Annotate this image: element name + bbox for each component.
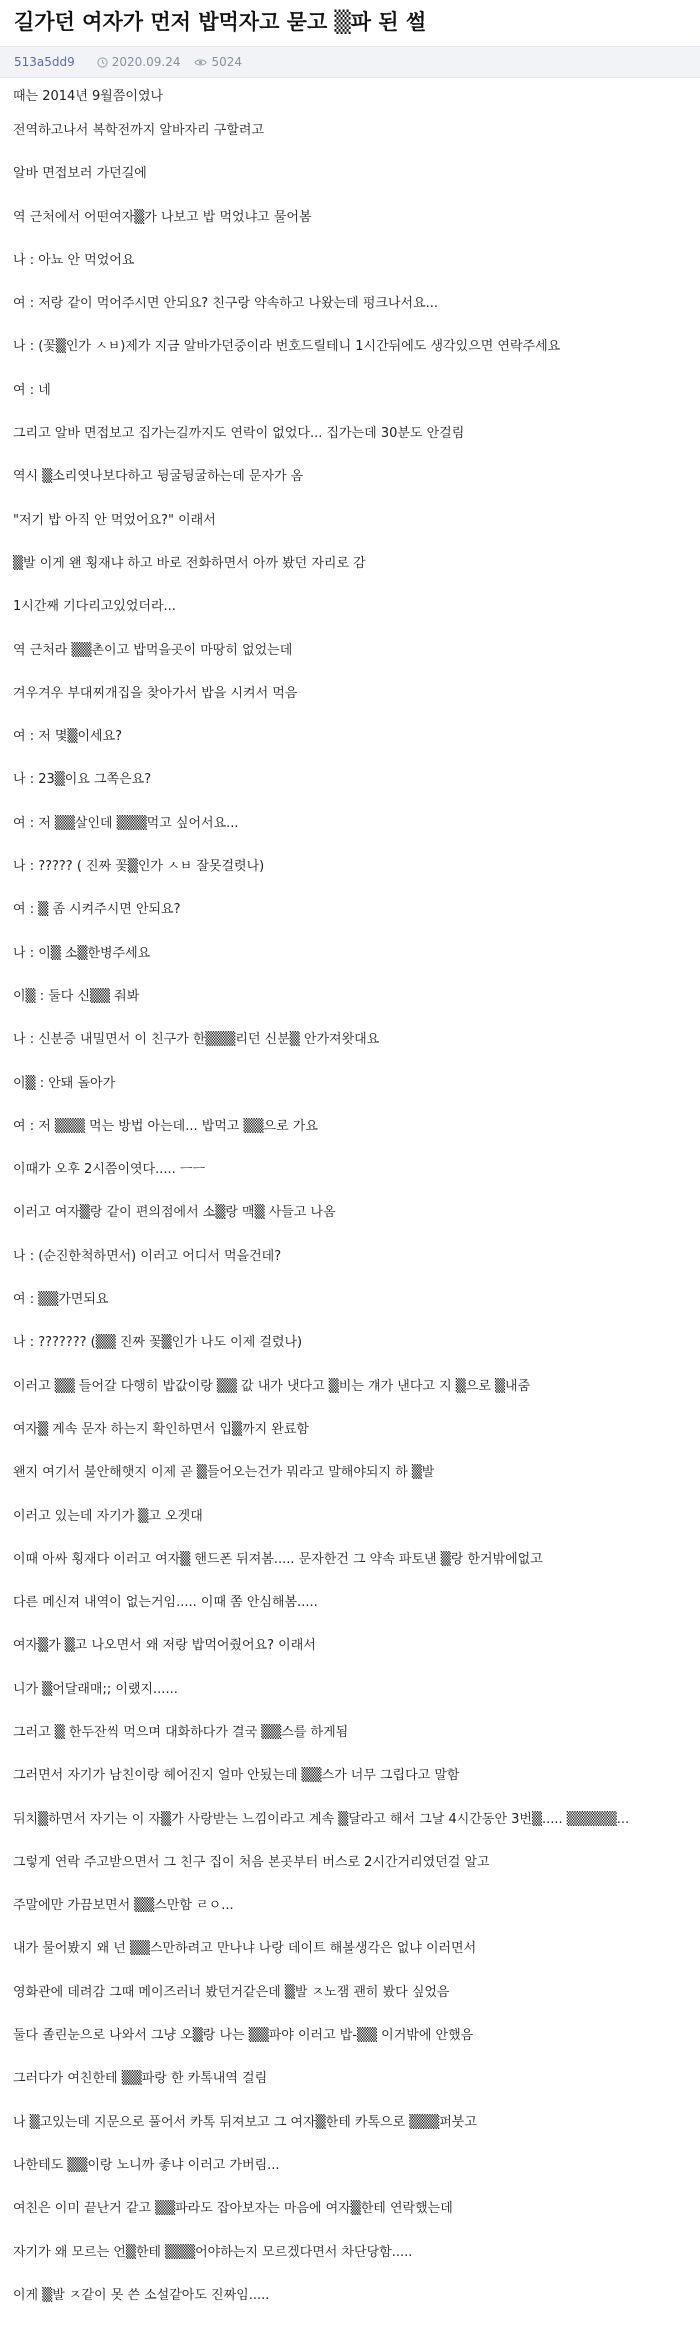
post-body-line: 영화관에 데려감 그때 메이즈러너 봤던거같은데 ▒발 ㅈ노잼 괜히 봤다 싶었음 (13, 1984, 450, 2000)
post-body-line: 나 : 아뇨 안 먹었어요 (13, 252, 135, 268)
post-body-line: 자기가 왜 모르는 언▒한테 ▒▒▒어야하는지 모르겠다면서 차단당함..... (13, 2244, 413, 2260)
post-body-line: 여 : 저랑 같이 먹어주시면 안되요? 친구랑 약속하고 나왔는데 펑크나서요... (13, 296, 439, 312)
post-body-line: 이게 ▒발 ㅈ같이 못 쓴 소설같아도 진짜임..... (13, 2287, 270, 2303)
post-body-line: 나 : ????? ( 진짜 꽃▒인가 ㅅㅂ 잘못걸렷나) (13, 859, 265, 875)
clock-icon (97, 57, 108, 68)
post-body-line: 나한테도 ▒▒이랑 노니까 좋냐 이러고 가버림... (13, 2157, 280, 2173)
post-body-line: ▒발 이게 왠 횡재냐 하고 바로 전화하면서 아까 봤던 자리로 감 (13, 555, 366, 571)
post-views-count: 5024 (211, 55, 243, 69)
post-body-line: 나 : 신분증 내밀면서 이 친구가 한▒▒▒리던 신분▒ 안가져왓대요 (13, 1032, 380, 1048)
post-body-line: 여 : ▒▒가면되요 (13, 1292, 109, 1308)
post-body-line: 그러다가 여친한테 ▒▒파랑 한 카톡내역 걸림 (13, 2071, 268, 2087)
post-body-line: 때는 2014년 9월쯤이였나 (13, 89, 164, 104)
post-body-line: 겨우겨우 부대찌개집을 찾아가서 밥을 시켜서 먹음 (13, 685, 298, 701)
post-meta-bar (0, 46, 700, 78)
post-body-line: 여 : 저 몇▒이세요? (13, 729, 123, 745)
post-body-line: 여친은 이미 끝난거 같고 ▒▒파라도 잡아보자는 마음에 여자▒한테 연락했는데 (13, 2201, 453, 2217)
post-date (97, 55, 181, 69)
post-body-line: 여자▒가 ▒고 나오면서 왜 저랑 밥먹어줬어요? 이래서 (13, 1638, 316, 1654)
post-views (194, 55, 242, 69)
post-body-line: 나 : 23▒이요 그쪽은요? (13, 772, 152, 788)
post-body-line: 그러면서 자기가 남친이랑 헤어진지 얼마 안됬는데 ▒▒스가 너무 그립다고 말함 (13, 1768, 460, 1784)
post-date-text: 2020.09.24 (111, 55, 181, 69)
post-body-line: 알바 면접보러 가던길에 (13, 166, 147, 182)
post-body-line: 다른 메신져 내역이 없는거임..... 이때 쫌 안심해봄..... (13, 1595, 318, 1611)
post-body-line: 나 ▒고있는데 지문으로 풀어서 카톡 뒤져보고 그 여자▒한테 카톡으로 ▒▒▒퍼붓고 (13, 2114, 477, 2130)
post-body-line: 이때가 오후 2시쯤이엿다..... ㅡㅡ (13, 1162, 206, 1178)
post-body-line: 이러고 있는데 자기가 ▒고 오겟대 (13, 1508, 203, 1524)
post-body-line: 나 : (순진한척하면서) 이러고 어디서 먹을건데? (13, 1248, 282, 1264)
post-body-line: 나 : (꽃▒인가 ㅅㅂ)제가 지금 알바가던중이라 번호드릴테니 1시간뒤에도 생각있으면 연락주세요 (13, 339, 561, 355)
post-body-line: 역 근처에서 어떤여자▒가 나보고 밥 먹었냐고 물어봄 (13, 209, 312, 225)
post-body-line: 이러고 여자▒랑 같이 편의점에서 소▒랑 맥▒ 사들고 나옴 (13, 1205, 336, 1221)
post-body-line: 그러고 ▒ 한두잔씩 먹으며 대화하다가 결국 ▒▒스를 하게됨 (13, 1724, 349, 1740)
post-body-line: "저기 밥 아직 안 먹었어요?" 이래서 (13, 512, 216, 528)
post-body-line: 뒤치▒하면서 자기는 이 자▒가 사랑받는 느낌이라고 계속 ▒달라고 해서 그날 4시간동안 3번▒..... ▒▒▒▒▒... (13, 1811, 630, 1827)
post-body-line: 여 : 저 ▒▒살인데 ▒▒▒먹고 싶어서요... (13, 815, 239, 831)
post-body-line: 내가 물어봤지 왜 넌 ▒▒스만하려고 만나냐 나랑 데이트 해볼생각은 없냐 이러면서 (13, 1941, 477, 1957)
post-body-line: 여 : ▒ 좀 시켜주시면 안되요? (13, 902, 181, 918)
post-body-line: 이▒ : 둘다 신▒▒ 줘봐 (13, 988, 140, 1004)
post-body-line: 여자▒ 계속 문자 하는지 확인하면서 입▒까지 완료함 (13, 1421, 309, 1437)
post-body-line: 이▒ : 안돼 돌아가 (13, 1075, 116, 1091)
post-body-line: 여 : 저 ▒▒▒ 먹는 방법 아는데... 밥먹고 ▒▒으로 가요 (13, 1118, 318, 1134)
post-body-line: 둘다 졸린눈으로 나와서 그냥 오▒랑 나는 ▒▒파야 이러고 밥-▒▒ 이거밖에 안했음 (13, 2028, 474, 2044)
post-title: 길가던 여자가 먼저 밥먹자고 묻고 ▒파 된 썰 (14, 10, 427, 34)
post-body-line: 나 : 이▒ 소▒한병주세요 (13, 945, 151, 961)
post-body-line: 니가 ▒어달래매;; 이랬지...... (13, 1681, 178, 1697)
post-body-line: 이러고 ▒▒ 들어갈 다행히 밥값이랑 ▒▒ 값 내가 냇다고 ▒비는 걔가 낸다고 지 ▒으로 ▒내줌 (13, 1378, 531, 1394)
post-body-line: 이때 아싸 횡재다 이러고 여자▒ 핸드폰 뒤져봄..... 문자한건 그 약속 파토낸 ▒랑 한거밖에없고 (13, 1551, 543, 1567)
post-body-line: 주말에만 가끔보면서 ▒▒스만함 ㄹㅇ... (13, 1898, 234, 1914)
post-body-line: 역시 ▒소리엿나보다하고 뒹굴뒹굴하는데 문자가 옴 (13, 469, 304, 485)
post-body (13, 86, 683, 2328)
post-body-line: 여 : 네 (13, 382, 51, 398)
post-body-line: 역 근처라 ▒▒촌이고 밥먹을곳이 마땅히 없었는데 (13, 642, 293, 658)
post-body-line: 그렇게 연락 주고받으면서 그 친구 집이 처음 본곳부터 버스로 2시간거리였던걸 알고 (13, 1854, 490, 1870)
post-body-line: 왠지 여기서 불안해햇지 이제 곧 ▒들어오는건가 뭐라고 말해야되지 하 ▒발 (13, 1465, 435, 1481)
post-body-line: 전역하고나서 복학전까지 알바자리 구할려고 (13, 123, 264, 138)
eye-icon (194, 57, 207, 68)
post-body-line: 그리고 알바 면접보고 집가는길까지도 연락이 없었다... 집가는데 30분도 안걸림 (13, 426, 465, 442)
post-author[interactable]: 513a5dd9 (14, 55, 75, 69)
post-body-line: 나 : ??????? (▒▒ 진짜 꽃▒인가 나도 이제 걸렸나) (13, 1335, 303, 1351)
post-body-line: 1시간째 기다리고있었더라... (13, 599, 176, 615)
